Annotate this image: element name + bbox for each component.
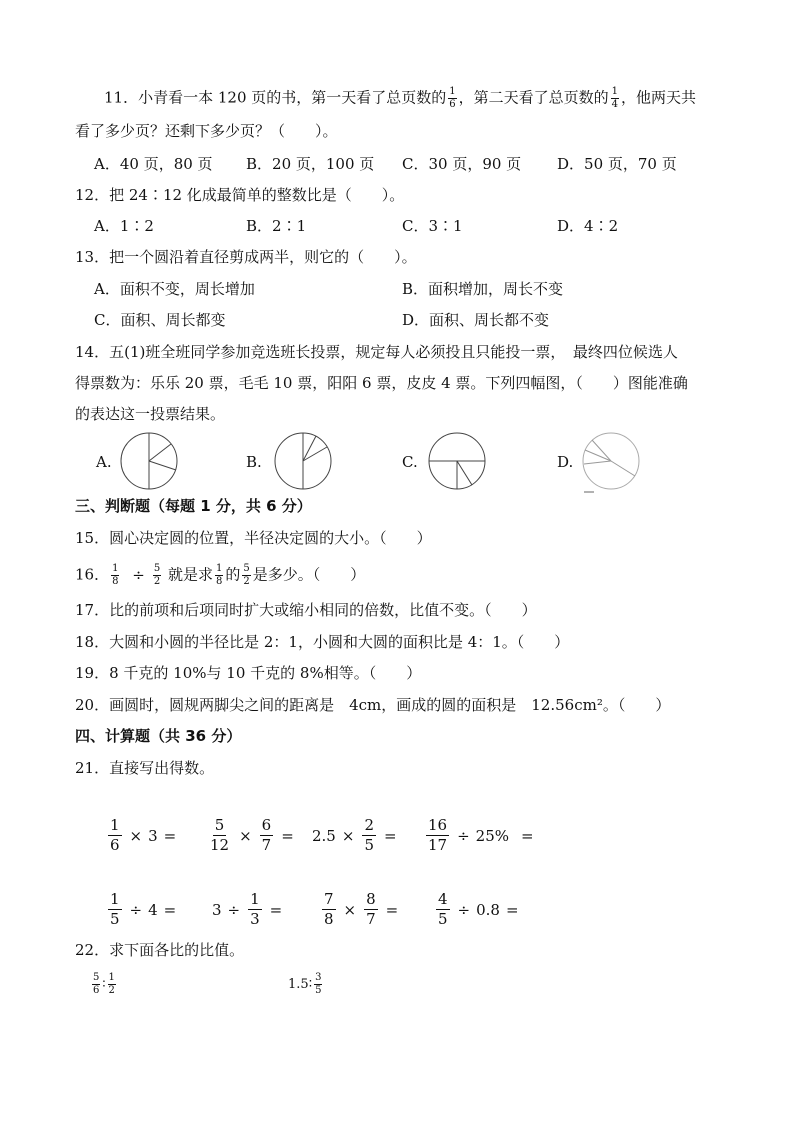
q12-option-a: A．1∶2	[94, 217, 154, 235]
equals: =	[385, 900, 399, 919]
ratio-sep: ∶	[308, 977, 313, 992]
q13-option-b: B．面积增加，周长不变	[402, 280, 564, 298]
q13-stem: 13．把一个圆沿着直径剪成两半，则它的（ ）。	[75, 248, 417, 266]
operand: 25%	[475, 826, 510, 845]
frac-den: 3	[250, 910, 260, 928]
frac-den: 7	[261, 836, 272, 854]
q16-mid: 就是求	[167, 565, 213, 584]
frac-num: 1	[110, 890, 120, 908]
frac-num: 2	[364, 816, 374, 834]
frac-num: 8	[366, 890, 376, 908]
pie-d-radius	[584, 461, 611, 464]
q15: 15．圆心决定圆的位置，半径决定圆的大小。（ ）	[75, 529, 432, 547]
q14-label-b: B.	[246, 453, 262, 471]
ratio-sep: ∶	[102, 977, 106, 991]
q22-ratio-2	[288, 972, 324, 997]
equals: =	[269, 900, 283, 919]
q16-fraction-d	[242, 563, 250, 588]
pie-chart-a	[118, 430, 180, 492]
q11-line2: 看了多少页？还剩下多少页？（ ）。	[75, 122, 338, 140]
q21-expr-7	[320, 890, 404, 929]
q16-num: 16．	[75, 565, 110, 584]
pie-chart-b	[272, 430, 334, 492]
q14-label-a: A.	[96, 453, 112, 471]
q11-option-a: A．40 页，80 页	[94, 155, 213, 173]
equals: =	[163, 826, 177, 845]
frac-num: 1	[216, 563, 223, 574]
pie-d-radius	[611, 461, 635, 476]
operand: 2.5	[312, 826, 336, 845]
frac-num: 5	[243, 563, 250, 574]
operand: 4	[148, 900, 158, 919]
frac-num: 1	[449, 86, 456, 97]
q12-option-d: D．4∶2	[557, 217, 619, 235]
equals: =	[521, 826, 534, 845]
q11-option-b: B．20 页，100 页	[246, 155, 375, 173]
operator: ×	[341, 826, 355, 845]
q13-option-d: D．面积、周长都不变	[402, 311, 550, 329]
equals: =	[383, 826, 397, 845]
frac-den: 7	[366, 910, 376, 928]
operator: ÷	[129, 900, 143, 919]
frac-den: 2	[108, 985, 115, 996]
q14-line1: 14．五(1)班全班同学参加竞选班长投票，规定每人必须投且只能投一票， 最终四位候选人	[75, 343, 678, 361]
q13-option-a: A．面积不变，周长增加	[94, 280, 255, 298]
q21-expr-1	[106, 816, 182, 855]
pie-chart-c	[426, 430, 488, 492]
operand: 0.8	[476, 900, 500, 919]
q21-expr-5	[106, 890, 182, 929]
fraction	[260, 816, 274, 855]
operand: 3	[212, 900, 222, 919]
frac-num: 5	[214, 816, 225, 834]
fraction	[322, 890, 336, 929]
frac-den: 8	[324, 910, 334, 928]
frac-den: 8	[112, 576, 119, 587]
frac-den: 2	[153, 576, 161, 587]
fraction	[314, 972, 322, 997]
section3-title: 三、判断题（每题 1 分，共 6 分）	[75, 497, 312, 515]
frac-den: 6	[449, 99, 456, 110]
q12-stem: 12．把 24∶12 化成最简单的整数比是（ ）。	[75, 186, 405, 204]
frac-den: 12	[210, 836, 230, 854]
q14-line2: 得票数为：乐乐 20 票，毛毛 10 票，阳阳 6 票，皮皮 4 票。下列四幅图，（ ）图能准确	[75, 374, 688, 392]
frac-num: 1	[250, 890, 260, 908]
fraction	[108, 816, 122, 855]
fraction	[108, 972, 116, 997]
q21-stem: 21．直接写出得数。	[75, 759, 215, 777]
q22-ratio-1	[90, 972, 118, 997]
frac-den: 5	[364, 836, 374, 854]
q18: 18．大圆和小圆的半径比是 2：1，小圆和大圆的面积比是 4：1。（ ）	[75, 633, 570, 651]
operator: ×	[239, 826, 252, 845]
q12-option-b: B．2∶1	[246, 217, 307, 235]
operator: ×	[343, 900, 357, 919]
q11-fraction-1	[448, 86, 456, 111]
q12-option-c: C．3∶1	[402, 217, 463, 235]
q21-expr-2	[206, 816, 300, 855]
operator: ÷	[457, 900, 471, 919]
frac-num: 1	[112, 563, 119, 574]
q11-option-c: C．30 页，90 页	[402, 155, 522, 173]
q14-label-d: D.	[557, 453, 574, 471]
fraction	[426, 816, 449, 855]
frac-num: 5	[93, 972, 100, 983]
q16-op: ÷	[132, 565, 145, 584]
operator: ÷	[457, 826, 470, 845]
q11-fraction-2	[611, 86, 619, 111]
frac-den: 4	[611, 99, 619, 110]
q19: 19．8 千克的 10%与 10 千克的 8%相等。（ ）	[75, 664, 422, 682]
fraction	[92, 972, 100, 997]
pie-a-radius	[149, 461, 176, 470]
pie-d-radius	[585, 450, 611, 461]
q14-label-c: C.	[402, 453, 418, 471]
frac-den: 6	[110, 836, 120, 854]
section4-title: 四、计算题（共 36 分）	[75, 727, 242, 745]
frac-num: 16	[428, 816, 448, 834]
fraction	[364, 890, 378, 929]
fraction	[108, 890, 122, 929]
q13-option-c: C．面积、周长都变	[94, 311, 226, 329]
q14-line3: 的表达这一投票结果。	[75, 405, 226, 423]
frac-den: 2	[243, 576, 250, 587]
fraction	[208, 816, 231, 855]
q11-text-c: ，他两天共	[621, 88, 697, 107]
fraction	[248, 890, 262, 929]
equals: =	[163, 900, 177, 919]
operand: 1.5	[288, 977, 309, 992]
q20: 20．画圆时，圆规两脚尖之间的距离是 4cm，画成的圆的面积是 12.56cm²。（ ）	[75, 696, 671, 714]
frac-den: 5	[438, 910, 448, 928]
q21-expr-8	[434, 890, 525, 929]
frac-num: 4	[438, 890, 448, 908]
equals: =	[281, 826, 294, 845]
q21-expr-6	[212, 890, 288, 929]
fraction	[436, 890, 450, 929]
frac-num: 1	[611, 86, 619, 97]
q16	[75, 563, 365, 588]
frac-den: 8	[216, 576, 223, 587]
frac-num: 6	[261, 816, 272, 834]
frac-den: 6	[93, 985, 100, 996]
frac-den: 5	[315, 985, 322, 996]
operand: 3	[148, 826, 158, 845]
q16-fraction-c	[215, 563, 223, 588]
q17: 17．比的前项和后项同时扩大或缩小相同的倍数，比值不变。（ ）	[75, 601, 537, 619]
q11-option-d: D．50 页，70 页	[557, 155, 677, 173]
q11-text-b: ，第二天看了总页数的	[458, 88, 609, 107]
frac-num: 1	[110, 816, 120, 834]
pie-d-radius	[592, 440, 611, 461]
fraction	[362, 816, 376, 855]
pie-a-radius	[149, 444, 171, 461]
operator: ÷	[227, 900, 241, 919]
frac-den: 5	[110, 910, 120, 928]
q16-de: 的	[225, 565, 241, 584]
q11-text-a: 11．小青看一本 120 页的书，第一天看了总页数的	[104, 88, 447, 107]
pie-chart-d	[580, 430, 642, 496]
q16-tail: 是多少。（ ）	[252, 565, 366, 584]
q11-line1	[104, 86, 696, 111]
frac-num: 1	[108, 972, 115, 983]
q16-fraction-a	[111, 563, 119, 588]
frac-num: 7	[324, 890, 334, 908]
operator: ×	[129, 826, 143, 845]
frac-num: 5	[153, 563, 161, 574]
equals: =	[505, 900, 519, 919]
pie-c-radius	[457, 461, 472, 485]
q22-stem: 22．求下面各比的比值。	[75, 941, 245, 959]
q21-expr-4	[424, 816, 540, 855]
q16-fraction-b	[153, 563, 161, 588]
frac-num: 3	[315, 972, 322, 983]
frac-den: 17	[428, 836, 448, 854]
q21-expr-3	[312, 816, 403, 855]
